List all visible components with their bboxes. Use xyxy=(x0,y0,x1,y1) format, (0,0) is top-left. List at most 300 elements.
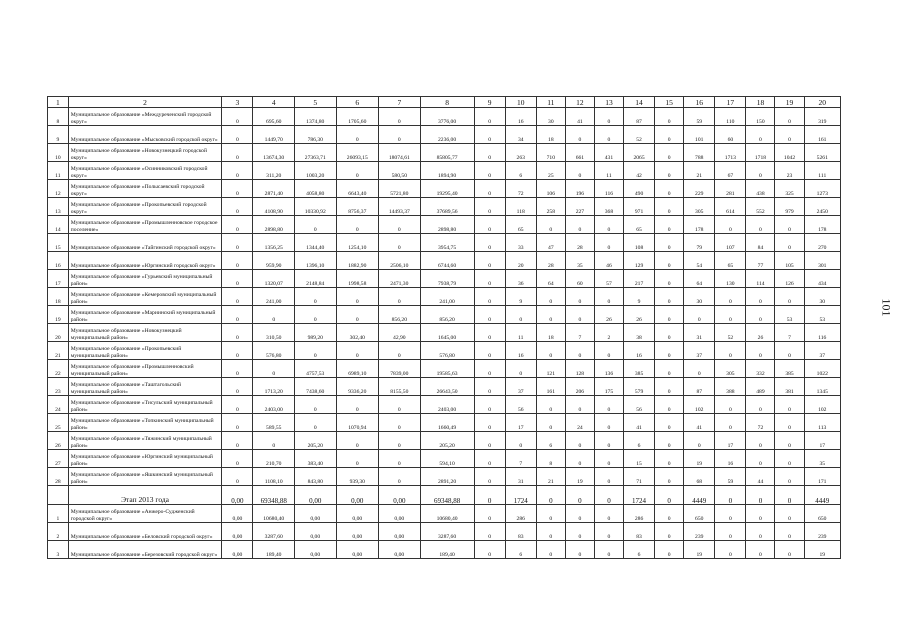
value-cell: 490 xyxy=(623,180,654,198)
municipality-name: Муниципальное образование «Таштагольский муниципальный район» xyxy=(68,378,222,396)
value-cell: 1374,80 xyxy=(295,108,337,126)
value-cell: 0 xyxy=(536,288,565,306)
value-cell: 128 xyxy=(565,360,594,378)
value-cell: 1396,10 xyxy=(295,252,337,270)
value-cell: 11 xyxy=(505,324,536,342)
value-cell: 60 xyxy=(565,270,594,288)
value-cell: 72 xyxy=(505,180,536,198)
value-cell: 0,00 xyxy=(379,486,421,505)
value-cell: 0 xyxy=(536,541,565,559)
value-cell: 0 xyxy=(565,306,594,324)
value-cell: 34 xyxy=(505,126,536,144)
value-cell: 83 xyxy=(505,523,536,541)
value-cell: 0 xyxy=(295,414,337,432)
value-cell: 786,30 xyxy=(295,126,337,144)
value-cell: 381 xyxy=(775,378,804,396)
value-cell: 385 xyxy=(623,360,654,378)
value-cell: 67 xyxy=(715,162,746,180)
municipality-name: Муниципальное образование «Междуреченский городской округ» xyxy=(68,108,222,126)
value-cell: 0 xyxy=(655,505,684,523)
value-cell: 0 xyxy=(565,342,594,360)
table-row xyxy=(48,216,841,234)
value-cell: 2403,00 xyxy=(253,396,295,414)
value-cell: 65 xyxy=(505,216,536,234)
municipality-name: Муниципальное образование «Прокопьевский муниципальный район» xyxy=(68,342,222,360)
value-cell: 286 xyxy=(505,505,536,523)
value-cell: 0 xyxy=(222,234,253,252)
value-cell: 71 xyxy=(623,468,654,486)
value-cell: 0 xyxy=(536,216,565,234)
value-cell: 0 xyxy=(295,396,337,414)
value-cell: 0 xyxy=(746,505,775,523)
value-cell: 17 xyxy=(505,414,536,432)
value-cell: 0 xyxy=(594,342,623,360)
value-cell: 0 xyxy=(775,342,804,360)
table-row xyxy=(48,180,841,198)
header-cell: 14 xyxy=(623,97,654,108)
value-cell: 4449 xyxy=(804,486,840,505)
value-cell: 0 xyxy=(336,450,379,468)
header-cell: 18 xyxy=(746,97,775,108)
value-cell: 37 xyxy=(804,342,840,360)
value-cell: 0 xyxy=(655,180,684,198)
table-row xyxy=(48,505,841,523)
value-cell: 0 xyxy=(746,486,775,505)
value-cell: 6 xyxy=(505,162,536,180)
value-cell: 0 xyxy=(655,541,684,559)
value-cell: 54 xyxy=(684,252,715,270)
value-cell: 0 xyxy=(715,486,746,505)
value-cell: 661 xyxy=(565,144,594,162)
value-cell: 0 xyxy=(655,450,684,468)
value-cell: 79 xyxy=(684,234,715,252)
header-cell: 6 xyxy=(336,97,379,108)
value-cell: 0 xyxy=(295,342,337,360)
value-cell: 614 xyxy=(715,198,746,216)
table-row xyxy=(48,198,841,216)
value-cell: 489 xyxy=(746,378,775,396)
value-cell: 1254,10 xyxy=(336,234,379,252)
value-cell: 0 xyxy=(222,450,253,468)
value-cell: 6 xyxy=(623,432,654,450)
value-cell: 431 xyxy=(594,144,623,162)
data-table xyxy=(47,96,841,559)
value-cell: 1894,90 xyxy=(420,162,474,180)
value-cell: 56 xyxy=(623,396,654,414)
header-cell: 12 xyxy=(565,97,594,108)
value-cell: 37 xyxy=(505,378,536,396)
value-cell: 6 xyxy=(536,432,565,450)
municipality-name: Муниципальное образование «Тайгинский городской округ» xyxy=(68,234,222,252)
value-cell: 0 xyxy=(655,288,684,306)
value-cell: 0 xyxy=(565,486,594,505)
value-cell: 46 xyxy=(594,252,623,270)
value-cell: 0 xyxy=(565,162,594,180)
value-cell: 0 xyxy=(594,414,623,432)
value-cell: 0 xyxy=(746,306,775,324)
municipality-name: Муниципальное образование «Беловский городской округ» xyxy=(68,523,222,541)
table-row xyxy=(48,432,841,450)
value-cell: 0 xyxy=(594,523,623,541)
value-cell: 121 xyxy=(536,360,565,378)
value-cell: 0 xyxy=(474,162,505,180)
value-cell: 0 xyxy=(594,450,623,468)
value-cell: 0 xyxy=(594,234,623,252)
value-cell: 0 xyxy=(655,162,684,180)
value-cell: 6989,10 xyxy=(336,360,379,378)
value-cell: 0 xyxy=(474,108,505,126)
value-cell: 1022 xyxy=(804,360,840,378)
value-cell: 0 xyxy=(715,216,746,234)
value-cell: 0 xyxy=(379,450,421,468)
value-cell: 576,80 xyxy=(253,342,295,360)
header-cell: 20 xyxy=(804,97,840,108)
value-cell: 1273 xyxy=(804,180,840,198)
value-cell: 0 xyxy=(336,342,379,360)
value-cell: 18 xyxy=(536,126,565,144)
header-cell: 4 xyxy=(253,97,295,108)
value-cell: 6 xyxy=(505,541,536,559)
value-cell: 105 xyxy=(775,252,804,270)
value-cell: 0 xyxy=(474,270,505,288)
value-cell: 710 xyxy=(536,144,565,162)
row-number: 22 xyxy=(48,360,69,378)
value-cell: 77 xyxy=(746,252,775,270)
value-cell: 0 xyxy=(715,396,746,414)
value-cell: 301 xyxy=(804,252,840,270)
table-row xyxy=(48,342,841,360)
value-cell: 589,55 xyxy=(253,414,295,432)
value-cell: 107 xyxy=(715,234,746,252)
value-cell: 0,00 xyxy=(222,505,253,523)
row-number: 24 xyxy=(48,396,69,414)
value-cell: 13674,30 xyxy=(253,144,295,162)
value-cell: 31 xyxy=(505,468,536,486)
value-cell: 217 xyxy=(623,270,654,288)
municipality-name: Муниципальное образование «Гурьевский муниципальный район» xyxy=(68,270,222,288)
value-cell: 0 xyxy=(222,216,253,234)
value-cell: 14493,37 xyxy=(379,198,421,216)
value-cell: 205,20 xyxy=(295,432,337,450)
value-cell: 0,00 xyxy=(222,486,253,505)
value-cell: 2871,40 xyxy=(253,180,295,198)
municipality-name: Муниципальное образование «Березовский городской округ» xyxy=(68,541,222,559)
value-cell: 0 xyxy=(536,486,565,505)
value-cell: 270 xyxy=(804,234,840,252)
value-cell: 0 xyxy=(505,306,536,324)
value-cell: 0 xyxy=(775,523,804,541)
header-cell: 2 xyxy=(68,97,222,108)
value-cell: 0 xyxy=(594,432,623,450)
value-cell: 189,40 xyxy=(253,541,295,559)
value-cell: 114 xyxy=(746,270,775,288)
municipality-name: Муниципальное образование «Тисульский муниципальный район» xyxy=(68,396,222,414)
value-cell: 72 xyxy=(746,414,775,432)
value-cell: 241,00 xyxy=(253,288,295,306)
value-cell: 31 xyxy=(684,324,715,342)
value-cell: 0 xyxy=(655,342,684,360)
row-number: 11 xyxy=(48,162,69,180)
value-cell: 0 xyxy=(222,270,253,288)
value-cell: 939,30 xyxy=(336,468,379,486)
value-cell: 0,00 xyxy=(379,505,421,523)
value-cell: 35 xyxy=(565,252,594,270)
value-cell: 0 xyxy=(684,360,715,378)
value-cell: 0 xyxy=(474,523,505,541)
value-cell: 11 xyxy=(594,162,623,180)
value-cell: 16 xyxy=(715,450,746,468)
header-cell: 5 xyxy=(295,97,337,108)
table-row xyxy=(48,396,841,414)
value-cell: 102 xyxy=(804,396,840,414)
value-cell: 28 xyxy=(565,234,594,252)
value-cell: 0 xyxy=(594,108,623,126)
value-cell: 9 xyxy=(623,288,654,306)
value-cell: 0,00 xyxy=(336,505,379,523)
value-cell: 2450 xyxy=(804,198,840,216)
value-cell: 0 xyxy=(222,432,253,450)
value-cell: 0 xyxy=(474,216,505,234)
value-cell: 189,40 xyxy=(420,541,474,559)
value-cell: 2403,00 xyxy=(420,396,474,414)
value-cell: 16 xyxy=(505,108,536,126)
value-cell: 263 xyxy=(505,144,536,162)
value-cell: 302,40 xyxy=(336,324,379,342)
value-cell: 0 xyxy=(655,126,684,144)
value-cell: 0 xyxy=(565,216,594,234)
value-cell: 0 xyxy=(222,288,253,306)
value-cell: 438 xyxy=(746,180,775,198)
value-cell: 8155,50 xyxy=(379,378,421,396)
value-cell: 6 xyxy=(623,541,654,559)
value-cell: 0 xyxy=(379,216,421,234)
value-cell: 856,20 xyxy=(379,306,421,324)
value-cell: 116 xyxy=(804,324,840,342)
value-cell: 0 xyxy=(222,378,253,396)
value-cell: 205,20 xyxy=(420,432,474,450)
value-cell: 2065 xyxy=(623,144,654,162)
value-cell: 0 xyxy=(536,396,565,414)
value-cell: 0 xyxy=(379,234,421,252)
value-cell: 42 xyxy=(623,162,654,180)
value-cell: 36 xyxy=(505,270,536,288)
value-cell: 4058,80 xyxy=(295,180,337,198)
value-cell: 0 xyxy=(746,216,775,234)
value-cell: 281 xyxy=(715,180,746,198)
value-cell: 41 xyxy=(623,414,654,432)
value-cell: 0 xyxy=(746,523,775,541)
value-cell: 1718 xyxy=(746,144,775,162)
value-cell: 19 xyxy=(684,541,715,559)
value-cell: 0 xyxy=(594,505,623,523)
value-cell: 0 xyxy=(775,450,804,468)
value-cell: 0 xyxy=(775,486,804,505)
value-cell: 0 xyxy=(474,306,505,324)
page-number: 101 xyxy=(879,298,894,317)
value-cell: 25 xyxy=(536,162,565,180)
value-cell: 0 xyxy=(505,360,536,378)
row-number: 15 xyxy=(48,234,69,252)
value-cell: 0 xyxy=(775,396,804,414)
value-cell: 0 xyxy=(746,432,775,450)
value-cell: 0 xyxy=(565,126,594,144)
value-cell: 576,80 xyxy=(420,342,474,360)
header-row xyxy=(48,97,841,108)
value-cell: 0 xyxy=(474,180,505,198)
municipality-name: Этап 2013 года xyxy=(68,486,222,505)
value-cell: 1724 xyxy=(623,486,654,505)
value-cell: 2471,30 xyxy=(379,270,421,288)
value-cell: 59 xyxy=(715,468,746,486)
value-cell: 0 xyxy=(655,144,684,162)
value-cell: 7 xyxy=(565,324,594,342)
value-cell: 0,00 xyxy=(379,541,421,559)
table-row xyxy=(48,324,841,342)
table-row xyxy=(48,162,841,180)
value-cell: 52 xyxy=(623,126,654,144)
value-cell: 118 xyxy=(505,198,536,216)
value-cell: 695,60 xyxy=(253,108,295,126)
value-cell: 27363,71 xyxy=(295,144,337,162)
value-cell: 0 xyxy=(474,324,505,342)
value-cell: 3954,75 xyxy=(420,234,474,252)
value-cell: 1645,00 xyxy=(420,324,474,342)
value-cell: 10680,40 xyxy=(420,505,474,523)
value-cell: 0,00 xyxy=(336,541,379,559)
row-number: 13 xyxy=(48,198,69,216)
value-cell: 60 xyxy=(715,126,746,144)
value-cell: 0 xyxy=(775,414,804,432)
value-cell: 0 xyxy=(715,541,746,559)
value-cell: 0 xyxy=(594,468,623,486)
row-number: 25 xyxy=(48,414,69,432)
value-cell: 0 xyxy=(474,198,505,216)
value-cell: 227 xyxy=(565,198,594,216)
value-cell: 17 xyxy=(715,432,746,450)
value-cell: 0 xyxy=(474,396,505,414)
value-cell: 0 xyxy=(474,126,505,144)
value-cell: 9 xyxy=(505,288,536,306)
value-cell: 65 xyxy=(715,252,746,270)
value-cell: 0 xyxy=(253,306,295,324)
value-cell: 2898,80 xyxy=(420,216,474,234)
value-cell: 0 xyxy=(594,216,623,234)
value-cell: 0 xyxy=(655,252,684,270)
municipality-name: Муниципальное образование «Яшкинский муниципальный район» xyxy=(68,468,222,486)
value-cell: 2898,80 xyxy=(253,216,295,234)
value-cell: 16 xyxy=(623,342,654,360)
stage-row xyxy=(48,486,841,505)
value-cell: 0 xyxy=(222,414,253,432)
value-cell: 552 xyxy=(746,198,775,216)
value-cell: 19585,63 xyxy=(420,360,474,378)
municipality-name: Муниципальное образование «Мариинский муниципальный район» xyxy=(68,306,222,324)
value-cell: 30 xyxy=(804,288,840,306)
value-cell: 3287,60 xyxy=(420,523,474,541)
value-cell: 30 xyxy=(684,288,715,306)
header-cell: 13 xyxy=(594,97,623,108)
header-cell: 7 xyxy=(379,97,421,108)
value-cell: 0 xyxy=(655,378,684,396)
value-cell: 0,00 xyxy=(336,523,379,541)
value-cell: 0 xyxy=(474,505,505,523)
value-cell: 68 xyxy=(684,468,715,486)
value-cell: 0,00 xyxy=(336,486,379,505)
value-cell: 0 xyxy=(775,432,804,450)
value-cell: 16 xyxy=(505,342,536,360)
value-cell: 108 xyxy=(623,234,654,252)
row-number xyxy=(48,486,69,505)
row-number: 26 xyxy=(48,432,69,450)
value-cell: 30 xyxy=(536,108,565,126)
header-cell: 19 xyxy=(775,97,804,108)
value-cell: 0 xyxy=(594,541,623,559)
table-row xyxy=(48,468,841,486)
value-cell: 19 xyxy=(565,468,594,486)
value-cell: 0 xyxy=(474,288,505,306)
value-cell: 594,10 xyxy=(420,450,474,468)
row-number: 2 xyxy=(48,523,69,541)
municipality-name: Муниципальное образование «Мысковский городской округ» xyxy=(68,126,222,144)
value-cell: 0 xyxy=(222,180,253,198)
value-cell: 2891,20 xyxy=(420,468,474,486)
value-cell: 0 xyxy=(655,486,684,505)
value-cell: 41 xyxy=(565,108,594,126)
value-cell: 0 xyxy=(594,126,623,144)
municipality-name: Муниципальное образование «Новокузнецкий городской округ» xyxy=(68,144,222,162)
value-cell: 178 xyxy=(684,216,715,234)
row-number: 1 xyxy=(48,505,69,523)
value-cell: 0 xyxy=(474,468,505,486)
value-cell: 0,00 xyxy=(222,523,253,541)
value-cell: 0,00 xyxy=(222,541,253,559)
row-number: 20 xyxy=(48,324,69,342)
value-cell: 7938,79 xyxy=(420,270,474,288)
value-cell: 0 xyxy=(565,450,594,468)
value-cell: 26 xyxy=(623,306,654,324)
value-cell: 0 xyxy=(253,432,295,450)
value-cell: 0,00 xyxy=(295,486,337,505)
row-number: 21 xyxy=(48,342,69,360)
value-cell: 2 xyxy=(594,324,623,342)
value-cell: 64 xyxy=(684,270,715,288)
value-cell: 0,00 xyxy=(379,523,421,541)
value-cell: 1660,49 xyxy=(420,414,474,432)
value-cell: 17 xyxy=(804,432,840,450)
value-cell: 26643,50 xyxy=(420,378,474,396)
value-cell: 126 xyxy=(775,270,804,288)
value-cell: 0 xyxy=(536,505,565,523)
value-cell: 171 xyxy=(804,468,840,486)
value-cell: 129 xyxy=(623,252,654,270)
value-cell: 1345 xyxy=(804,378,840,396)
value-cell: 0 xyxy=(336,306,379,324)
header-cell: 17 xyxy=(715,97,746,108)
value-cell: 0 xyxy=(474,541,505,559)
value-cell: 19 xyxy=(684,450,715,468)
value-cell: 0 xyxy=(536,414,565,432)
value-cell: 305 xyxy=(715,360,746,378)
value-cell: 0 xyxy=(684,432,715,450)
value-cell: 0,00 xyxy=(295,523,337,541)
value-cell: 0,00 xyxy=(295,541,337,559)
municipality-name: Муниципальное образование «Кемеровский муниципальный район» xyxy=(68,288,222,306)
value-cell: 959,90 xyxy=(253,252,295,270)
value-cell: 0 xyxy=(379,342,421,360)
value-cell: 0 xyxy=(655,396,684,414)
value-cell: 0 xyxy=(775,288,804,306)
value-cell: 87 xyxy=(684,378,715,396)
